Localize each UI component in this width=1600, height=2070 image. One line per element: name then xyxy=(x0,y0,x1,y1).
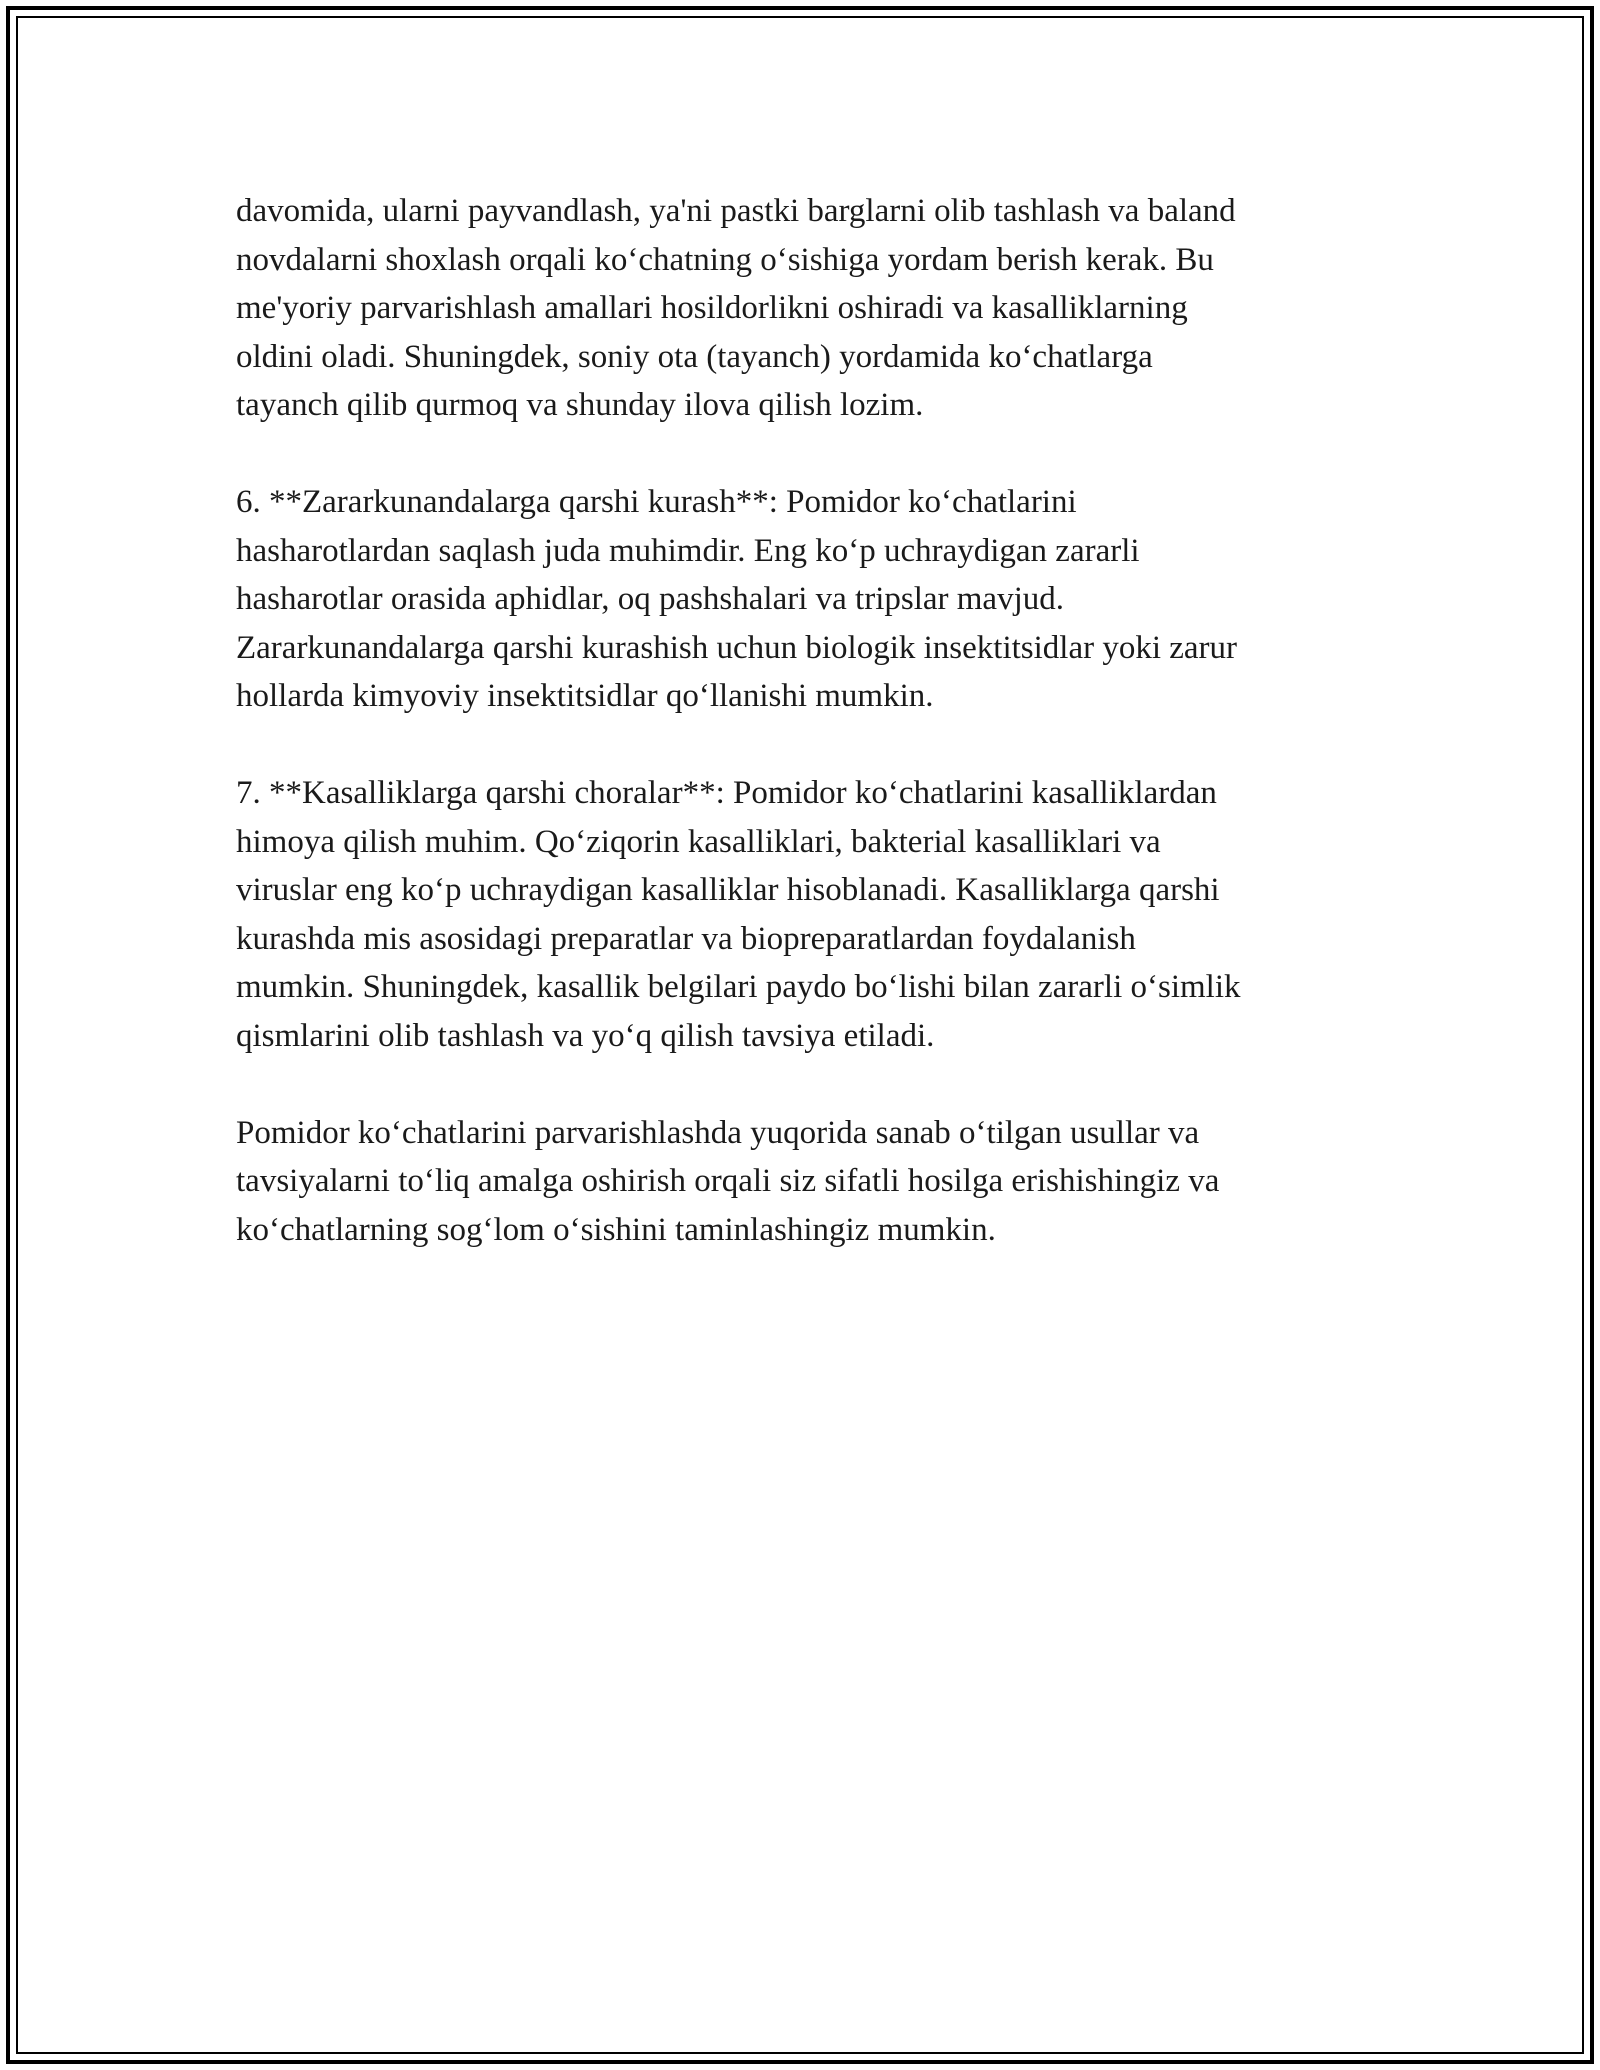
document-body xyxy=(236,187,1366,1303)
paragraph-conclusion xyxy=(236,1109,1366,1255)
text-line: davomida, ularni payvandlash, ya'ni pastki barglarni olib tashlash va baland xyxy=(236,193,1236,229)
text-line: me'yoriy parvarishlash amallari hosildorlikni oshiradi va kasalliklarning xyxy=(236,290,1188,326)
text-line: hollarda kimyoviy insektitsidlar qo‘llanishi mumkin. xyxy=(236,678,934,714)
text-line: Pomidor ko‘chatlarini parvarishlashda yuqorida sanab o‘tilgan usullar va xyxy=(236,1114,1200,1151)
text-line: 7. **Kasalliklarga qarshi choralar**: Pomidor ko‘chatlarini kasalliklardan xyxy=(236,775,1217,811)
text-line: Zararkunandalarga qarshi kurashish uchun biologik insektitsidlar yoki zarur xyxy=(236,629,1238,666)
text-line: mumkin. Shuningdek, kasallik belgilari paydo bo‘lishi bilan zararli o‘simlik xyxy=(236,969,1241,1005)
text-line: novdalarni shoxlash orqali ko‘chatning o‘sishiga yordam berish kerak. Bu xyxy=(236,241,1214,278)
text-line: tayanch qilib qurmoq va shunday ilova qilish lozim. xyxy=(236,387,924,423)
paragraph-pruning-continuation xyxy=(236,187,1366,430)
paragraph-disease-measures xyxy=(236,769,1366,1060)
text-line: hasharotlar orasida aphidlar, oq pashshalari va tripslar mavjud. xyxy=(236,581,1064,617)
text-line: ko‘chatlarning sog‘lom o‘sishini taminlashingiz mumkin. xyxy=(236,1211,996,1248)
text-line: hasharotlardan saqlash juda muhimdir. Eng ko‘p uchraydigan zararli xyxy=(236,532,1140,569)
paragraph-pest-control xyxy=(236,478,1366,721)
text-line: 6. **Zararkunandalarga qarshi kurash**: Pomidor ko‘chatlarini xyxy=(236,484,1077,520)
text-line: tavsiyalarni to‘liq amalga oshirish orqali siz sifatli hosilga erishishingiz va xyxy=(236,1163,1220,1199)
text-line: himoya qilish muhim. Qo‘ziqorin kasalliklari, bakterial kasalliklari va xyxy=(236,823,1161,860)
text-line: oldini oladi. Shuningdek, soniy ota (tayanch) yordamida ko‘chatlarga xyxy=(236,338,1153,375)
text-line: viruslar eng ko‘p uchraydigan kasalliklar hisoblanadi. Kasalliklarga qarshi xyxy=(236,872,1220,908)
text-line: kurashda mis asosidagi preparatlar va biopreparatlardan foydalanish xyxy=(236,920,1136,957)
text-line: qismlarini olib tashlash va yo‘q qilish tavsiya etiladi. xyxy=(236,1017,935,1054)
